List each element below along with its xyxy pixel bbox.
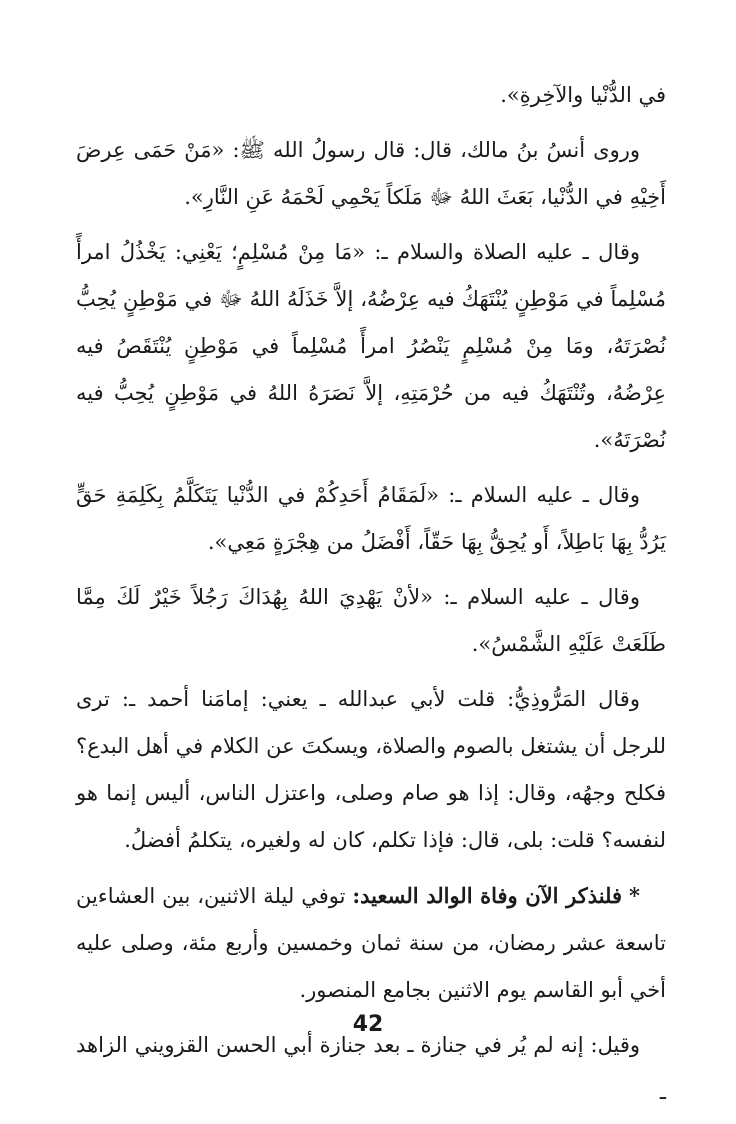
paragraph-death-section (76, 872, 666, 1014)
paragraph-marrudhi: وقال المَرُّوذِيُّ: قلت لأبي عبدالله ـ يعني: إمامَنا أحمد ـ: ترى للرجل أن يشتغل بالصوم والصلاة، ويسكتَ عن الكلام في أهل البدع؟ فكلح وجهُه، وقال: إذا هو صام وصلى، واعتزل الناس، أليس إنما هو لنفسه؟ قلت: بلى، قال: فإذا تكلم، كان له ولغيره، يتكلمُ أفضلُ. (76, 687, 666, 852)
star-marker: * (629, 883, 640, 908)
section-heading: فلنذكر الآن وفاة الوالد السعيد: (352, 883, 623, 908)
paragraph-funeral: وقيل: إنه لم يُر في جنازة ـ بعد جنازة أبي الحسن القزويني الزاهد ـ (76, 1033, 666, 1104)
paragraph-truth-hadith: وقال ـ عليه السلام ـ: «لَمَقَامُ أَحَدِكُمْ في الدُّنْيا يَتَكَلَّمُ بِكَلِمَةِ حَقٍّ يَرُدُّ بِهَا بَاطِلاً، أَو يُحِقُّ بِهَا حَقّاً، أَفْضَلُ من هِجْرَةٍ مَعِي». (76, 483, 666, 554)
paragraph-continuation: في الدُّنْيا والآخِرةِ». (500, 83, 666, 107)
page-number: 42 (352, 1012, 384, 1037)
paragraph-guidance-hadith: وقال ـ عليه السلام ـ: «لأنْ يَهْدِيَ اللهُ بِهُدَاكَ رَجُلاً خَيْرٌ لَكَ مِمَّا طَلَعَتْ عَلَيْهِ الشَّمْسُ». (76, 585, 666, 656)
paragraph-anas-hadith: وروى أنسُ بنُ مالك، قال: قال رسولُ الله ﷺ: «مَنْ حَمَى عِرضَ أَخِيْهِ في الدُّنْيا، بَعَثَ اللهُ ﷻ مَلَكاً يَحْمِي لَحْمَهُ عَنِ النَّارِ». (76, 138, 666, 209)
body-text (76, 72, 666, 1124)
paragraph-muslim-hadith: وقال ـ عليه الصلاة والسلام ـ: «مَا مِنْ مُسْلِمٍ؛ يَعْنِي: يَخْذُلُ امرأً مُسْلِماً في مَوْطِنٍ يُنْتَهَكُ فيه عِرْضُهُ، إلاَّ خَذَلَهُ اللهُ ﷻ في مَوْطِنٍ يُحِبُّ نُصْرَتَهُ، ومَا مِنْ مُسْلِمٍ يَنْصُرُ امرأً مُسْلِماً في مَوْطِنٍ يُنْتَقَصُ فيه عِرْضُهُ، وتُنْتَهَكُ فيه من حُرْمَتِهِ، إلاَّ نَصَرَهُ اللهُ في مَوْطِنٍ يُحِبُّ فيه نُصْرَتَهُ». (76, 240, 666, 452)
section-body: توفي ليلة الاثنين، بين العشاءين تاسعة عشر رمضان، من سنة ثمان وخمسين وأربع مئة، وصلى عليه أخي أبو القاسم يوم الاثنين بجامع المنصور. (76, 884, 666, 1002)
